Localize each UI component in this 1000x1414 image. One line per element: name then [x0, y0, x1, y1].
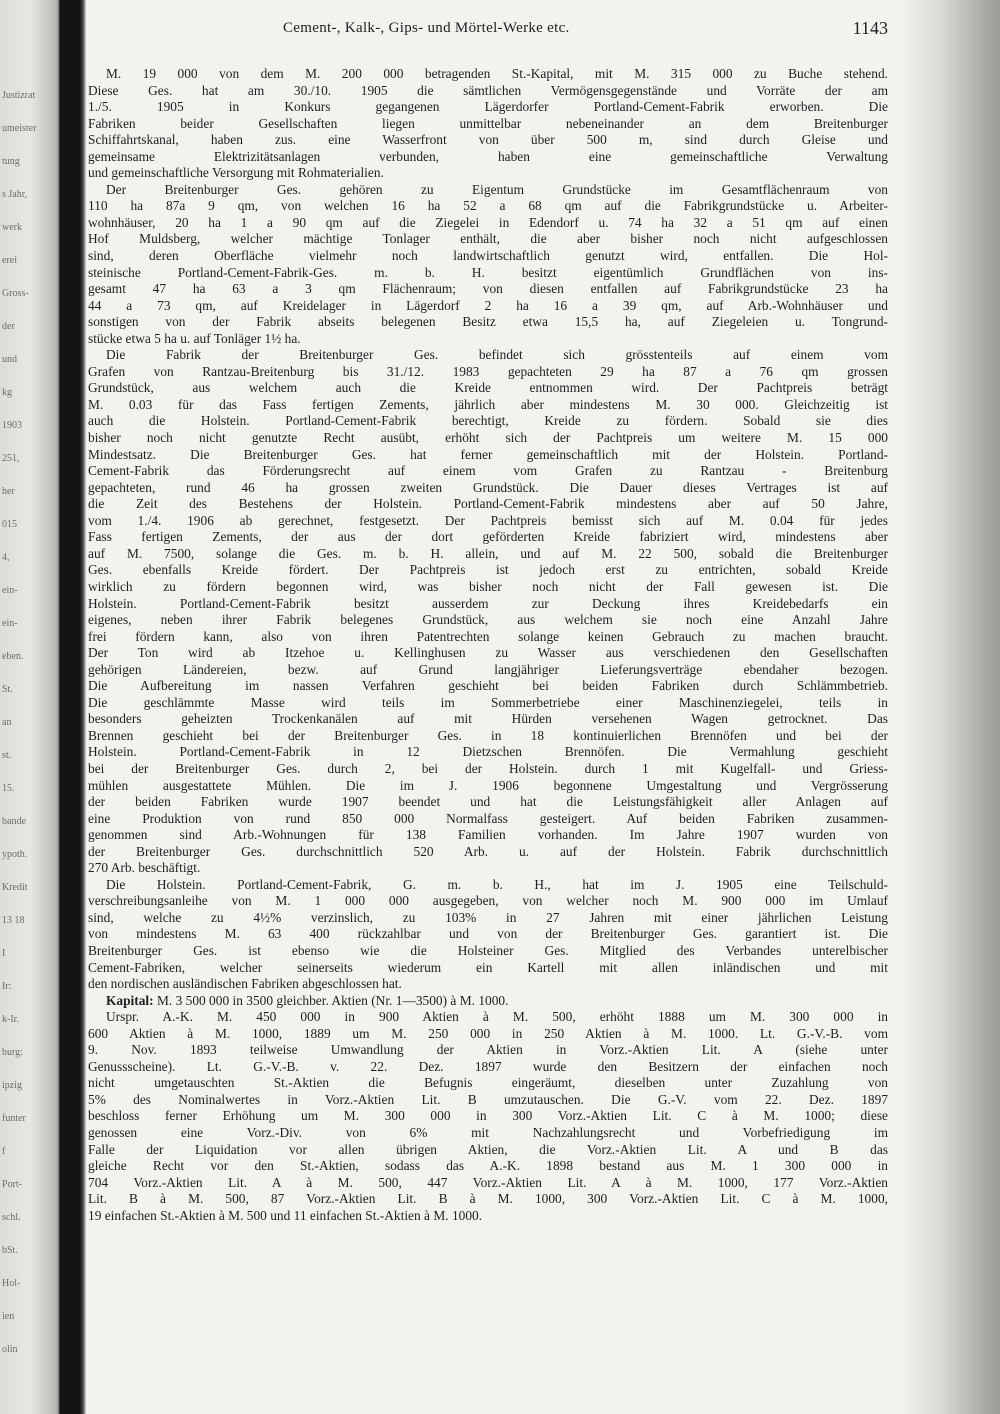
text-line: stücke etwa 5 ha u. auf Tonläger 1½ ha. — [88, 330, 301, 346]
margin-fragment: 4, — [2, 552, 10, 563]
text-line: Schiffahrtskanal, haben zus. eine Wasserfront von über 500 m, sind durch Gleise und — [88, 132, 888, 148]
text-line: Die Aufbereitung im nassen Verfahren geschieht bei beiden Fabriken durch Schlämmbetrieb. — [88, 678, 888, 694]
text-line: Brennen geschieht bei der Breitenburger Ges. in 18 kontinuierlichen Brennöfen und bei der — [88, 727, 888, 743]
paragraph — [88, 182, 888, 347]
text-line: Holstein. Portland-Cement-Fabrik in 12 Dietzschen Brennöfen. Die Vermahlung geschieht — [88, 744, 888, 760]
text-line: Breitenburger Ges. ist ebenso wie die Holsteiner Ges. Mitglied des Verbandes unterelbischer — [88, 942, 888, 958]
text-line: auf M. 7500, solange die Ges. m. b. H. allein, und auf M. 22 500, sobald die Breitenburger — [88, 545, 888, 561]
body-text — [88, 66, 888, 1224]
text-line: Fabriken beider Gesellschaften liegen unmittelbar nebeneinander an dem Breitenburger — [88, 115, 888, 131]
margin-fragment: ypoth. — [2, 849, 28, 860]
text-line: Die geschlämmte Masse wird teils im Sommerbetriebe einer Maschinenziegelei, teils in — [88, 694, 888, 710]
page-number: 1143 — [852, 18, 888, 38]
text-line: beschloss ferner Erhöhung um M. 300 000 in 300 Vorz.-Aktien Lit. C à M. 1000; diese — [88, 1108, 888, 1124]
text-line: Grafen von Rantzau-Breitenburg bis 31./12. 1983 gepachteten 29 ha 87 a 76 qm grossen — [88, 363, 888, 379]
text-line: Cement-Fabriken, welcher seinerseits wiederum ein Kartell mit allen inländischen und mit — [88, 959, 888, 975]
text-line: wohnhäuser, 20 ha 1 a 90 qm auf die Ziegelei in Edendorf u. 74 ha 32 a 51 qm auf einen — [88, 214, 888, 230]
text-line: bei der Breitenburger Ges. durch 2, bei der Holstein. durch 1 mit Kugelfall- und Griess- — [88, 760, 888, 776]
text-line: Falle der Liquidation vor allen übrigen Aktien, die Vorz.-Aktien Lit. A und B das — [88, 1141, 888, 1157]
text-line: auch die Holstein. Portland-Cement-Fabrik berechtigt, Kreide zu fördern. Sobald sie dies — [88, 413, 888, 429]
margin-fragment: erei — [2, 255, 17, 266]
text-line: der Breitenburger Ges. durchschnittlich 520 Arb. u. auf der Holstein. Fabrik durchschnittlich — [88, 843, 888, 859]
margin-fragment: 13 18 — [2, 915, 25, 926]
text-line: 1./5. 1905 in Konkurs gegangenen Lägerdorfer Portland-Cement-Fabrik erworben. Die — [88, 99, 888, 115]
text-line: Der Breitenburger Ges. gehören zu Eigentum Grundstücke im Gesamtflächenraum von — [106, 181, 888, 197]
margin-fragment: 251, — [2, 453, 20, 464]
margin-fragment: funter — [2, 1113, 26, 1124]
text-line: 110 ha 87a 9 qm, von welchen 16 ha 52 a 68 qm auf die Fabrikgrundstücke u. Arbeiter- — [88, 198, 888, 214]
margin-fragment: Hol- — [2, 1278, 21, 1289]
margin-fragment: kg — [2, 387, 12, 398]
text-line: frei fördern kann, also von ihren Patentrechten solange keinen Gebrauch zu machen braucht. — [88, 628, 888, 644]
margin-fragment: Justizrat — [2, 90, 36, 101]
text-line: 44 a 73 qm, auf Kreidelager in Lägerdorf 2 ha 16 a 39 qm, auf Arb.-Wohnhäuser und — [88, 297, 888, 313]
margin-fragment: St. — [2, 684, 13, 695]
text-line: Fass fertigen Zements, der aus der dort geförderten Kreide fabriziert wird, mindestens aber — [88, 529, 888, 545]
margin-fragment: f — [2, 1146, 6, 1157]
text-line: verschreibungsanleihe von M. 1 000 000 ausgegeben, von welcher noch M. 900 000 im Umlauf — [88, 893, 888, 909]
text-line: gesamt 47 ha 63 a 3 qm Flächenraum; von diesen entfallen auf Fabrikgrundstücke 23 ha — [88, 281, 888, 297]
text-line: den nordischen ausländischen Fabriken abgeschlossen hat. — [88, 976, 402, 992]
text-line: Mindestsatz. Die Breitenburger Ges. hat ferner gemeinschaftlich mit der Holstein. Portland- — [88, 446, 888, 462]
text-line: Lit. B à M. 500, 87 Vorz.-Aktien Lit. B à M. 1000, 300 Vorz.-Aktien Lit. C à M. 1000, — [88, 1191, 888, 1207]
text-line: sind, welche zu 4½% verzinslich, zu 103% in 27 Jahren mit einer jährlichen Leistung — [88, 909, 888, 925]
text-line: und gemeinschaftliche Versorgung mit Rohmaterialien. — [88, 165, 384, 181]
paragraph — [88, 347, 888, 877]
paragraph — [88, 877, 888, 993]
margin-fragment: bSt. — [2, 1245, 18, 1256]
margin-fragment: Ir: — [2, 981, 12, 992]
text-line: die Zeit des Bestehens der Holstein. Portland-Cement-Fabrik mindestens aber auf 50 Jahre, — [88, 496, 888, 512]
text-line: Hof Muldsberg, welcher mächtige Tonlager enthält, die aber bisher noch nicht aufgeschlossen — [88, 231, 888, 247]
text-line: 270 Arb. beschäftigt. — [88, 860, 201, 876]
kapital-section — [88, 993, 888, 1225]
text-line: Grundstück, aus welchem auch die Kreide entnommen wird. Der Pachtpreis beträgt — [88, 380, 888, 396]
text-line: eine Produktion von rund 850 000 Normalfass gesteigert. Auf beiden Fabriken zusammen- — [88, 810, 888, 826]
margin-fragment: st. — [2, 750, 12, 761]
text-line: gemeinsame Elektrizitätsanlagen verbunden, haben eine gemeinschaftliche Verwaltung — [88, 148, 888, 164]
margin-fragment: burg: — [2, 1047, 23, 1058]
margin-fragment: ipzig — [2, 1080, 22, 1091]
page-header — [88, 20, 888, 44]
text-line: besonders geheizten Trockenkanälen auf mit Hürden versehenen Wagen getrocknet. Das — [88, 711, 888, 727]
text-line: Genussscheine). Lt. G.-V.-B. v. 22. Dez. 1897 wurde den Besitzern der einfachen noch — [88, 1058, 888, 1074]
text-line: von mindestens M. 63 400 rückzahlbar und von der Breitenburger Ges. garantiert ist. Die — [88, 926, 888, 942]
margin-fragment: ein- — [2, 585, 18, 596]
text-line: Die Holstein. Portland-Cement-Fabrik, G. m. b. H., hat im J. 1905 eine Teilschuld- — [106, 876, 888, 892]
margin-fragment: her — [2, 486, 15, 497]
text-line: 5% des Nominalwertes in Vorz.-Aktien Lit. B umzutauschen. Die G.-V. vom 22. Dez. 1897 — [88, 1091, 888, 1107]
scan-edge-shadow — [900, 0, 1000, 1414]
text-line: M. 0.03 für das Fass fertigen Zements, jährlich aber mindestens M. 30 000. Gleichzeitig ist — [88, 396, 888, 412]
text-line: gepachteten, rund 46 ha grossen zweiten Grundstück. Die Dauer dieses Vertrages ist auf — [88, 479, 888, 495]
text-line: genommen sind Arb.-Wohnungen für 138 Familien vorhanden. Im Jahre 1907 wurden von — [88, 827, 888, 843]
text-line: Die Fabrik der Breitenburger Ges. befindet sich grösstenteils auf einem vom — [106, 347, 888, 363]
paragraph — [88, 66, 888, 182]
margin-fragment: 15. — [2, 783, 15, 794]
text-line: 9. Nov. 1893 teilweise Umwandlung der Aktien in Vorz.-Aktien Lit. A (siehe unter — [88, 1042, 888, 1058]
scan-binding-shadow — [0, 0, 86, 1414]
text-line: vom 1./4. 1906 ab gerechnet, festgesetzt. Der Pachtpreis bemisst sich auf M. 0.04 für jedes — [88, 512, 888, 528]
margin-fragment: I — [2, 948, 6, 959]
text-line: der beiden Fabriken wurde 1907 beendet und hat die Leistungsfähigkeit aller Anlagen auf — [88, 794, 888, 810]
margin-fragment: ein- — [2, 618, 18, 629]
margin-fragment: werk — [2, 222, 22, 233]
margin-fragment: umeister — [2, 123, 37, 134]
text-line: Der Ton wird ab Itzehoe u. Kellinghusen zu Wasser aus verschiedenen den Gesellschaften — [88, 645, 888, 661]
text-line: 19 einfachen St.-Aktien à M. 500 und 11 einfachen St.-Aktien à M. 1000. — [88, 1207, 483, 1223]
margin-fragment: an — [2, 717, 12, 728]
text-line: mühlen ausgestattete Mühlen. Die im J. 1906 begonnene Umgestaltung und Vergrösserung — [88, 777, 888, 793]
text-line: sind, deren Oberfläche vielmehr noch landwirtschaftlich genutzt wird, entfallen. Die Hol- — [88, 248, 888, 264]
margin-fragment: Gross- — [2, 288, 29, 299]
text-line: 600 Aktien à M. 1000, 1889 um M. 250 000 in 250 Aktien à M. 1000. Lt. G.-V.-B. vom — [88, 1025, 888, 1041]
kapital-first-line: M. 3 500 000 in 3500 gleichber. Aktien (Nr. 1—3500) à M. 1000. — [153, 992, 509, 1008]
text-line: eigenes, neben ihrer Fabrik belegenes Grundstück, aus welchem sie noch eine Anzahl Jahre — [88, 612, 888, 628]
page — [88, 0, 888, 1414]
margin-fragment: s Jahr, — [2, 189, 28, 200]
margin-fragment: Port- — [2, 1179, 22, 1190]
text-line: Ges. ebenfalls Kreide fördert. Der Pachtpreis ist jedoch erst zu entrichten, sobald Kreide — [88, 562, 888, 578]
text-line: bisher noch nicht genutzte Recht ausübt, erhöht sich der Pachtpreis um weitere M. 15 000 — [88, 430, 888, 446]
text-line: genossen eine Vorz.-Div. von 6% mit Nachzahlungsrecht und Vorbefriedigung im — [88, 1125, 888, 1140]
margin-fragment: 1903 — [2, 420, 22, 431]
text-line: Diese Ges. hat am 30./10. 1905 die sämtlichen Vermögensgegenstände und Vorräte der am — [88, 82, 888, 98]
margin-fragment: k-Ir. — [2, 1014, 19, 1025]
margin-fragment: schl. — [2, 1212, 21, 1223]
text-line: steinische Portland-Cement-Fabrik-Ges. m. b. H. besitzt eigentümlich Grundflächen von ins- — [88, 264, 888, 280]
text-line: sonstigen von der Fabrik abseits belegenen Besitz etwa 15,5 ha, auf Ziegeleien u. Tongrund- — [88, 314, 888, 330]
text-line: Urspr. A.-K. M. 450 000 in 900 Aktien à M. 500, erhöht 1888 um M. 300 000 in — [106, 1009, 888, 1025]
margin-fragment: Kredit — [2, 882, 28, 893]
margin-fragment: ien — [2, 1311, 15, 1322]
text-line: gehörigen Ländereien, bezw. auf Grund langjähriger Lieferungsverträge ebendaher bezogen. — [88, 661, 888, 677]
text-line: nicht umgetauschten St.-Aktien die Befugnis eingeräumt, dieselben unter Zuzahlung von — [88, 1075, 888, 1091]
margin-fragment: der — [2, 321, 15, 332]
text-line: Holstein. Portland-Cement-Fabrik besitzt ausserdem zur Deckung ihres Kreidebedarfs ein — [88, 595, 888, 611]
running-title: Cement-, Kalk-, Gips- und Mörtel-Werke etc. — [283, 20, 570, 36]
margin-fragment: und — [2, 354, 17, 365]
kapital-label: Kapital: — [106, 992, 154, 1008]
text-line: gleiche Recht vor den St.-Aktien, sodass das A.-K. 1898 bestand aus M. 1 300 000 in — [88, 1158, 888, 1174]
kapital-heading-line — [88, 993, 888, 1010]
margin-fragment: 015 — [2, 519, 17, 530]
margin-fragment: eben. — [2, 651, 24, 662]
margin-fragment: tung — [2, 156, 20, 167]
margin-fragment: olin — [2, 1344, 18, 1355]
text-line: wirklich zu fördern begonnen wird, was bisher noch nicht der Fall gewesen ist. Die — [88, 578, 888, 594]
text-line: Cement-Fabrik das Förderungsrecht auf einem vom Grafen zu Rantzau - Breitenburg — [88, 463, 888, 479]
margin-fragment: bande — [2, 816, 26, 827]
text-line: M. 19 000 von dem M. 200 000 betragenden St.-Kapital, mit M. 315 000 zu Buche stehend. — [106, 66, 888, 81]
text-line: 704 Vorz.-Aktien Lit. A à M. 500, 447 Vorz.-Aktien Lit. A à M. 1000, 177 Vorz.-Aktien — [88, 1174, 888, 1190]
